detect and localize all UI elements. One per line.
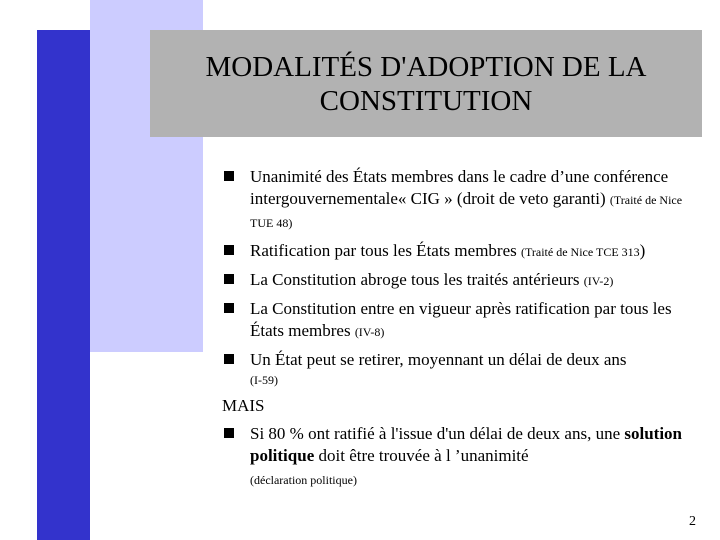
bullet-item-unanimite [222,166,700,234]
slide-content [222,166,700,495]
mais-heading: MAIS [222,396,265,415]
bullet-text-part1: Si 80 % ont ratifié à l'issue d'un délai de deux ans, une [250,424,621,443]
bullet-text: Unanimité des États membres dans le cadre d’une conférence intergouvernementale« CIG » (droit de veto garanti) [250,167,669,208]
bullet-item-abroge [222,269,700,292]
title-box [150,30,702,137]
bullet-reference: (I-59) [250,373,278,387]
slide-title [206,50,647,118]
bullet-item-retrait [222,349,700,389]
bullet-text: Un État peut se retirer, moyennant un délai de deux ans [250,350,627,369]
bullet-text: Ratification par tous les États membres [250,241,517,260]
decorative-blue-bar [37,30,90,540]
bullet-text-part2: doit être trouvée à l ’unanimité [318,446,529,465]
bullet-reference: (Traité de Nice TCE 313 [521,245,640,259]
bullet-reference: (déclaration politique) [250,473,357,487]
bullet-item-ratification [222,240,700,263]
bullet-text: La Constitution entre en vigueur après ratification par tous les États membres [250,299,672,340]
slide-title-line1: MODALITÉS D'ADOPTION DE LA [205,50,647,83]
bullet-reference: (Traité de Nice TUE 48) [250,193,683,230]
square-bullet-icon [224,303,234,313]
square-bullet-icon [224,245,234,255]
bullet-item-solution-politique [222,423,700,489]
slide-title-line2: CONSTITUTION [319,84,533,117]
bullet-text-bold: solution politique [250,424,683,465]
square-bullet-icon [224,428,234,438]
bullet-reference: (IV-2) [583,274,614,288]
bullet-reference: (IV-8) [354,325,385,339]
square-bullet-icon [224,274,234,284]
bullet-text: La Constitution abroge tous les traités antérieurs [250,270,580,289]
square-bullet-icon [224,171,234,181]
bullet-item-vigueur [222,298,700,343]
bullet-reference-close: ) [639,241,646,260]
square-bullet-icon [224,354,234,364]
page-number: 2 [689,514,696,529]
